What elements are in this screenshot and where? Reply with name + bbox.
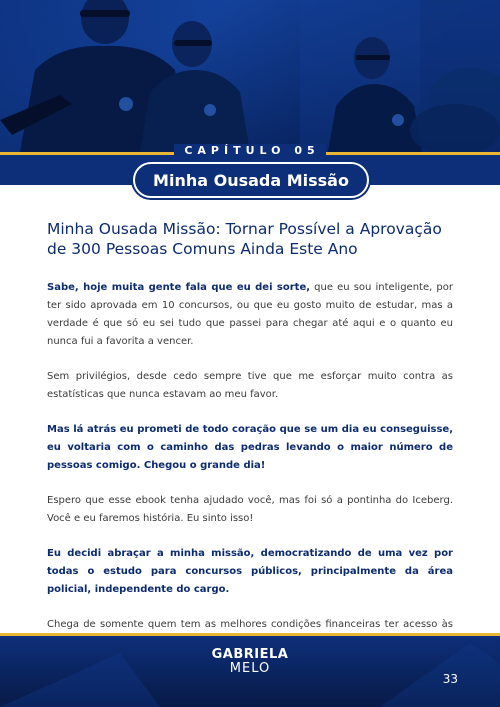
paragraph-5-emphasis: Eu decidi abraçar a minha missão, democratizando de uma vez por todas o estudo para concursos públicos, principalmente da área policial, independente do cargo. xyxy=(47,548,453,595)
paragraph-1 xyxy=(47,279,453,351)
chapter-label xyxy=(0,144,500,157)
article-body xyxy=(47,219,453,669)
paragraph-2: Sem privilégios, desde cedo sempre tive que me esforçar muito contra as estatísticas que nunca estavam ao meu favor. xyxy=(47,371,453,400)
page-number: 33 xyxy=(442,672,458,686)
footer-gold-rule xyxy=(0,633,500,636)
officers-illustration xyxy=(0,0,500,152)
paragraph-6: Chega de somente quem tem as melhores condições financeiras ter acesso às xyxy=(47,619,453,630)
brand-name-first: GABRIELA xyxy=(211,647,289,662)
article-title: Minha Ousada Missão: Tornar Possível a Aprovação de 300 Pessoas Comuns Ainda Este Ano xyxy=(47,220,442,258)
paragraph-4: Espero que esse ebook tenha ajudado você, mas foi só a pontinha do Iceberg. Você e eu faremos história. Eu sinto isso! xyxy=(47,495,453,524)
paragraph-1-text: que eu sou inteligente, por ter sido aprovada em 10 concursos, ou que eu gosto muito de estudar, mas a verdade é que só eu sei tudo que passei para chegar até aqui e o quanto eu nunca fui a favorita a vencer. xyxy=(47,282,453,347)
header-photo xyxy=(0,0,500,152)
chapter-label-text: CAPÍTULO 05 xyxy=(174,144,325,157)
brand-logo xyxy=(0,648,500,676)
paragraph-3-emphasis: Mas lá atrás eu prometi de todo coração que se um dia eu conseguisse, eu voltaria com o caminho das pedras levando o maior número de pessoas comigo. Chegou o grande dia! xyxy=(47,424,453,471)
brand-name-last: MELO xyxy=(229,661,271,676)
chapter-title-pill xyxy=(133,162,369,198)
chapter-title: Minha Ousada Missão xyxy=(153,170,349,190)
paragraph-1-lead: Sabe, hoje muita gente fala que eu dei sorte, xyxy=(47,282,311,293)
